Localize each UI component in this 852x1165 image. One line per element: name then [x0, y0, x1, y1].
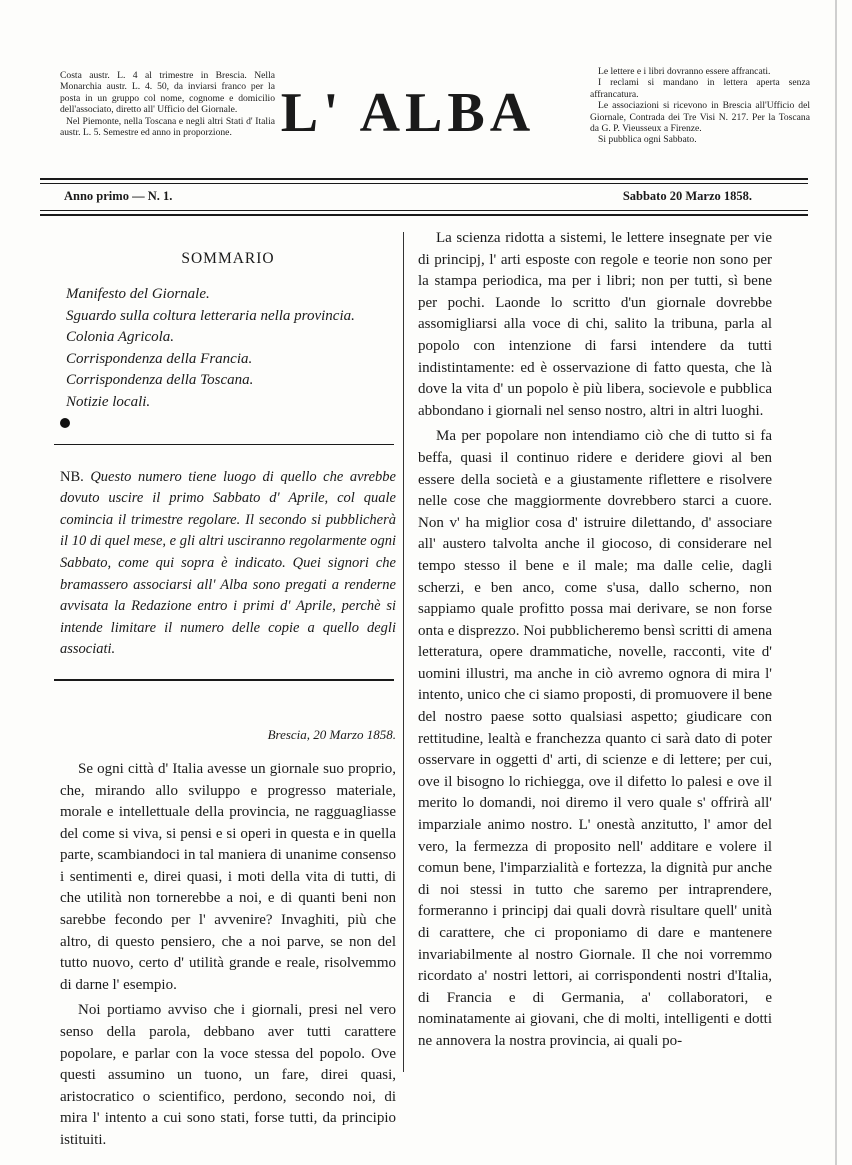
- article-dateline: Brescia, 20 Marzo 1858.: [267, 726, 396, 742]
- nb-notice: [60, 467, 396, 661]
- article-left-body: [60, 759, 396, 1152]
- nb-label: NB.: [60, 468, 84, 485]
- notice-paragraph: Costa austr. L. 4 al trimestre in Brescia. Nella Monarchia austr. L. 4. 50, da inviarsi franco per la posta in un gruppo col nome, cognome e domicilio dell'associato, diretto all' Ufficio del Giornale.: [60, 70, 275, 116]
- nb-rule: [54, 679, 394, 681]
- summary-rule: [54, 444, 394, 445]
- column-divider: [403, 232, 404, 1072]
- header-rule-top: [40, 178, 808, 180]
- nb-text: Questo numero tiene luogo di quello che avrebbe dovuto uscire il primo Sabbato d' Aprile, col quale comincia il trimestre regolare. Il secondo si pubblicherà il 10 di quel mese, e gli altri usciranno regolarmente ogni Sabbato, come qui sopra è indicato. Quei signori che bramassero associarsi all' Alba sono pregati a renderne avvisata la Redazione entro i primi d' Aprile, perchè si intende limitare il numero delle copie a quello degli associati.: [60, 468, 396, 658]
- summary-item: Manifesto del Giornale.: [66, 286, 210, 302]
- notice-paragraph: Le associazioni si ricevono in Brescia all'Ufficio del Giornale, Contrada dei Tre Visi N. 217. Per la Toscana da G. P. Vieusseux a Firenze.: [590, 100, 810, 135]
- summary-item: Colonia Agricola.: [66, 329, 175, 346]
- article-paragraph: La scienza ridotta a sistemi, le lettere insegnate per vie di principj, l' arti esposte con regole e teorie non sono per la stampa periodica, ma per i libri; non per tutti, sì bene per pochi. Laonde lo scritto d'un giornale dovrebbe assomigliarsi alla voce di chi, salito la tribuna, parla al popolo con intenzione di farsi intendere da tutti indistintamente: ed è osservazione di fatto questa, che là dove la vita d' un popolo è più libera, socievole e pubblica abbondano i giornali nel senso nostro, altri in altri luoghi.: [418, 230, 772, 419]
- header-rule-top-thin: [40, 183, 808, 184]
- summary-title: SOMMARIO: [181, 250, 275, 267]
- article-paragraph: Ma per popolare non intendiamo ciò che di tutto si fa beffa, quasi il continuo ridere e deridere giovi al ben essere della società e a giustamente riflettere e risolvere nelle cose che maggiormente dovrebbero starci a cuore. Non v' ha miglior cosa d' istruire dilettando, d' associare all' austero talvolta anche il giocoso, di considerare nel tempo stesso il bene e il male; ma dalle celie, dagli scherzi, e ben anco, come s'usa, dallo scherno, non sappiamo quale profitto possa mai derivare, se non forse onta e disprezzo. Noi pubblicheremo bensì scritti di amena letteratura, opere drammatiche, novelle, racconti, vite d' uomini illustri, ma anche in ciò avremo ognora di mira l' intento, unico che ci siamo proposti, di promuovere il bene del nostro paese sotto qualsiasi aspetto; giudicare con rettitudine, lealtà e franchezza quanto ci sarà dato di poter osservare in oggetti d' arti, di scienze e di lettere; per cui, ove il bisogno lo richiegga, ove il difetto lo palesi e ove il merito lo domandi, noi diremo il vero quale s' offrirà all' imparziale animo nostro. L' onestà anzitutto, l' amor del vero, la fermezza di proposito nell' additare e volere il comun bene, l'imparzialità e fortezza, la dignità pur anche di noi stessi in tutto che saremo per intraprendere, formeranno i principj dai quali dovrà risultare quell' unità di carattere, che ci proponiamo di dare e mantenere invariabilmente al nostro Giornale. Il che noi vorremmo ricordato a' nostri lettori, ai corrispondenti nostri d'Italia, di Francia e di Germania, a' collaboratori, e nominatamente ai giovani, che di molti, intelligenti e dotti ne annovera la nostra provincia, ai quali po-: [418, 428, 772, 1049]
- notice-paragraph: I reclami si mandano in lettera aperta senza affrancatura.: [590, 77, 810, 100]
- summary-item: Corrispondenza della Francia.: [66, 350, 253, 367]
- summary-item: Notizie locali.: [66, 393, 151, 410]
- summary-item: Corrispondenza della Toscana.: [66, 372, 254, 389]
- summary-list: [60, 284, 396, 428]
- summary-item: Sguardo sulla coltura letteraria nella provincia.: [66, 307, 355, 324]
- subscription-notice: [60, 70, 275, 138]
- bullet-mark: [60, 418, 70, 428]
- left-column: [60, 242, 396, 1152]
- page-edge: [835, 0, 837, 1165]
- masthead-title: L' ALBA: [280, 82, 536, 144]
- article-paragraph: Se ogni città d' Italia avesse un giornale suo proprio, che, mirando allo sviluppo e progresso materiale, morale e intellettuale della provincia, ne ragguagliasse del come si viva, si pensi e si operi in questa e in quella parte, scambiandoci in tal maniera di unanime consenso i sentimenti e, direi quasi, i moti della vita di tutti, di che utilità non tornerebbe a noi, e di quanti beni non sarebbe fecondo per l' avvenire? Invaghiti, più che altro, di questo pensiero, che a noi parve, se non del tutto nuovo, certo d' utilità grande e reale, risolvemmo di darne l' esempio.: [60, 760, 396, 993]
- correspondence-notice: [590, 66, 810, 146]
- notice-paragraph: Le lettere e i libri dovranno essere affrancati.: [598, 66, 771, 77]
- article-paragraph: Noi portiamo avviso che i giornali, presi nel vero senso della parola, debbano aver tutti carattere popolare, e parlar con la voce stessa del popolo. Ove questi assumino un tuono, un fare, direi quasi, aristocratico o scientifico, perdono, secondo noi, di mira l' intento a cui sono stati, forse tutti, da principio istituiti.: [60, 1002, 396, 1148]
- issue-number: Anno primo — N. 1.: [64, 189, 173, 203]
- issue-date: Sabbato 20 Marzo 1858.: [622, 189, 752, 203]
- right-column: [418, 228, 772, 1053]
- header-rule-bottom-thick: [40, 214, 808, 216]
- notice-paragraph: Nel Piemonte, nella Toscana e negli altri Stati d' Italia austr. L. 5. Semestre ed anno in proporzione.: [60, 115, 275, 139]
- header-rule-bottom: [40, 210, 808, 211]
- notice-paragraph: Si pubblica ogni Sabbato.: [598, 134, 697, 146]
